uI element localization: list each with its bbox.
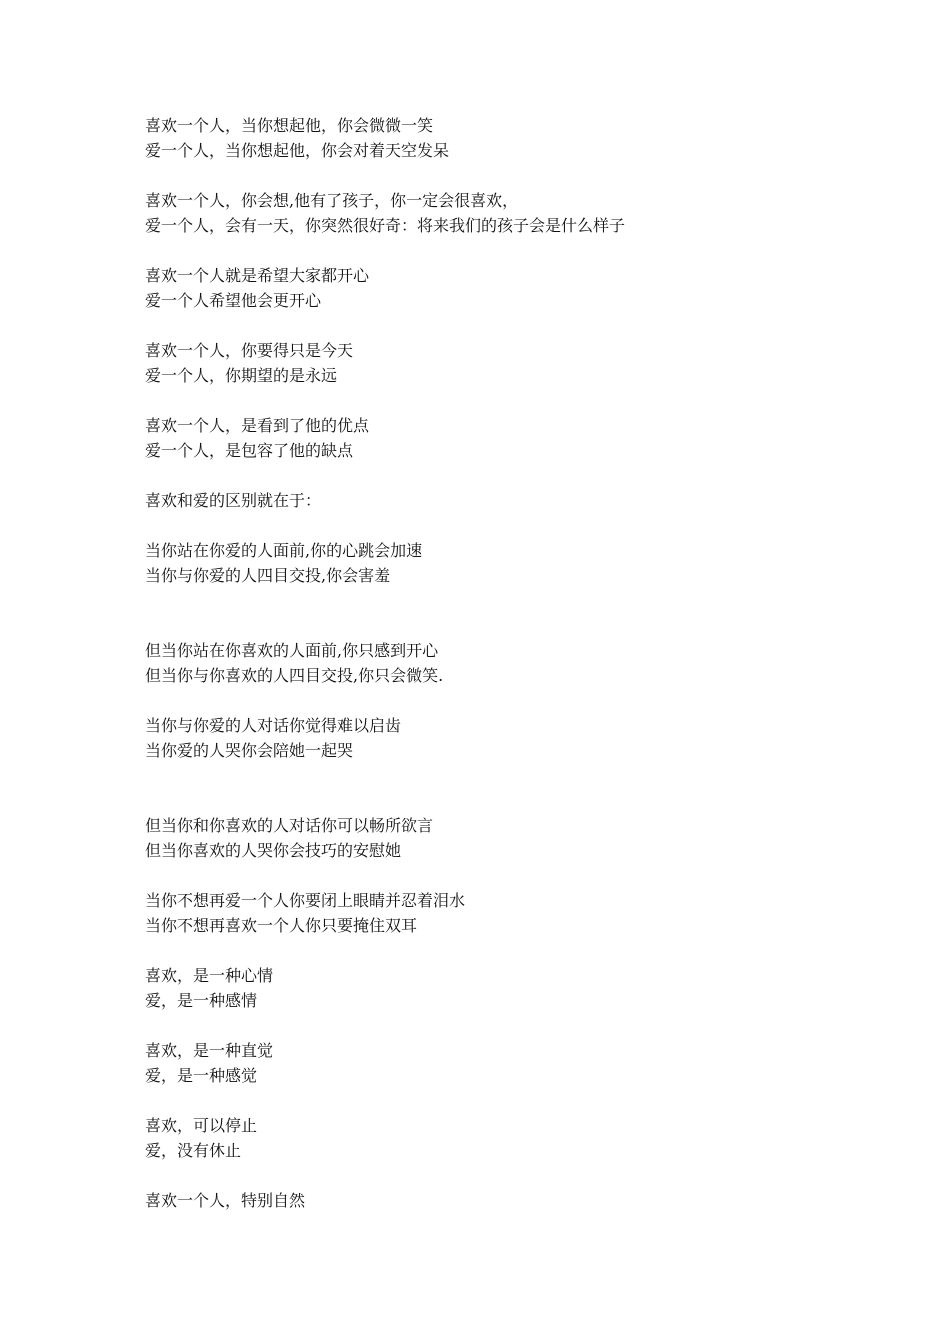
text-line: 爱，没有休止 (145, 1141, 242, 1160)
stanza-2 (145, 188, 845, 238)
text-line: 当你不想再爱一个人你要闭上眼睛并忍着泪水 (145, 891, 466, 910)
text-line: 当你与你爱的人对话你觉得难以启齿 (145, 716, 402, 735)
stanza-11 (145, 888, 845, 938)
text-line: 喜欢一个人，你要得只是今天 (145, 341, 354, 360)
stanza-9 (145, 713, 845, 763)
text-line: 喜欢，可以停止 (145, 1116, 258, 1135)
document-body (145, 113, 845, 1238)
text-line: 喜欢，是一种直觉 (145, 1041, 274, 1060)
text-line: 爱一个人，是包容了他的缺点 (145, 441, 354, 460)
text-line: 喜欢一个人，当你想起他，你会微微一笑 (145, 116, 434, 135)
text-line: 爱一个人，会有一天，你突然很好奇：将来我们的孩子会是什么样子 (145, 216, 626, 235)
section-heading-line: 喜欢和爱的区别就在于： (145, 491, 322, 510)
text-line: 当你与你爱的人四目交投,你会害羞 (145, 566, 391, 585)
stanza-10 (145, 813, 845, 863)
stanza-7 (145, 538, 845, 588)
stanza-3 (145, 263, 845, 313)
stanza-8 (145, 638, 845, 688)
text-line: 喜欢一个人就是希望大家都开心 (145, 266, 370, 285)
text-line: 喜欢一个人，你会想,他有了孩子，你一定会很喜欢， (145, 191, 519, 210)
text-line: 但当你和你喜欢的人对话你可以畅所欲言 (145, 816, 434, 835)
stanza-14 (145, 1113, 845, 1163)
stanza-4 (145, 338, 845, 388)
text-line: 但当你与你喜欢的人四目交投,你只会微笑. (145, 666, 444, 685)
text-line: 当你不想再喜欢一个人你只要掩住双耳 (145, 916, 418, 935)
stanza-1 (145, 113, 845, 163)
text-line: 爱一个人，你期望的是永远 (145, 366, 338, 385)
text-line: 爱，是一种感觉 (145, 1066, 258, 1085)
text-line: 爱一个人希望他会更开心 (145, 291, 322, 310)
text-line: 爱一个人，当你想起他，你会对着天空发呆 (145, 141, 450, 160)
text-line: 爱，是一种感情 (145, 991, 258, 1010)
text-line: 但当你站在你喜欢的人面前,你只感到开心 (145, 641, 439, 660)
text-line: 当你爱的人哭你会陪她一起哭 (145, 741, 354, 760)
stanza-6-heading (145, 488, 845, 513)
text-line: 但当你喜欢的人哭你会技巧的安慰她 (145, 841, 402, 860)
text-line: 喜欢，是一种心情 (145, 966, 274, 985)
stanza-13 (145, 1038, 845, 1088)
text-line: 当你站在你爱的人面前,你的心跳会加速 (145, 541, 423, 560)
text-line: 喜欢一个人，特别自然 (145, 1191, 306, 1210)
text-line: 喜欢一个人，是看到了他的优点 (145, 416, 370, 435)
stanza-12 (145, 963, 845, 1013)
stanza-15 (145, 1188, 845, 1213)
stanza-5 (145, 413, 845, 463)
